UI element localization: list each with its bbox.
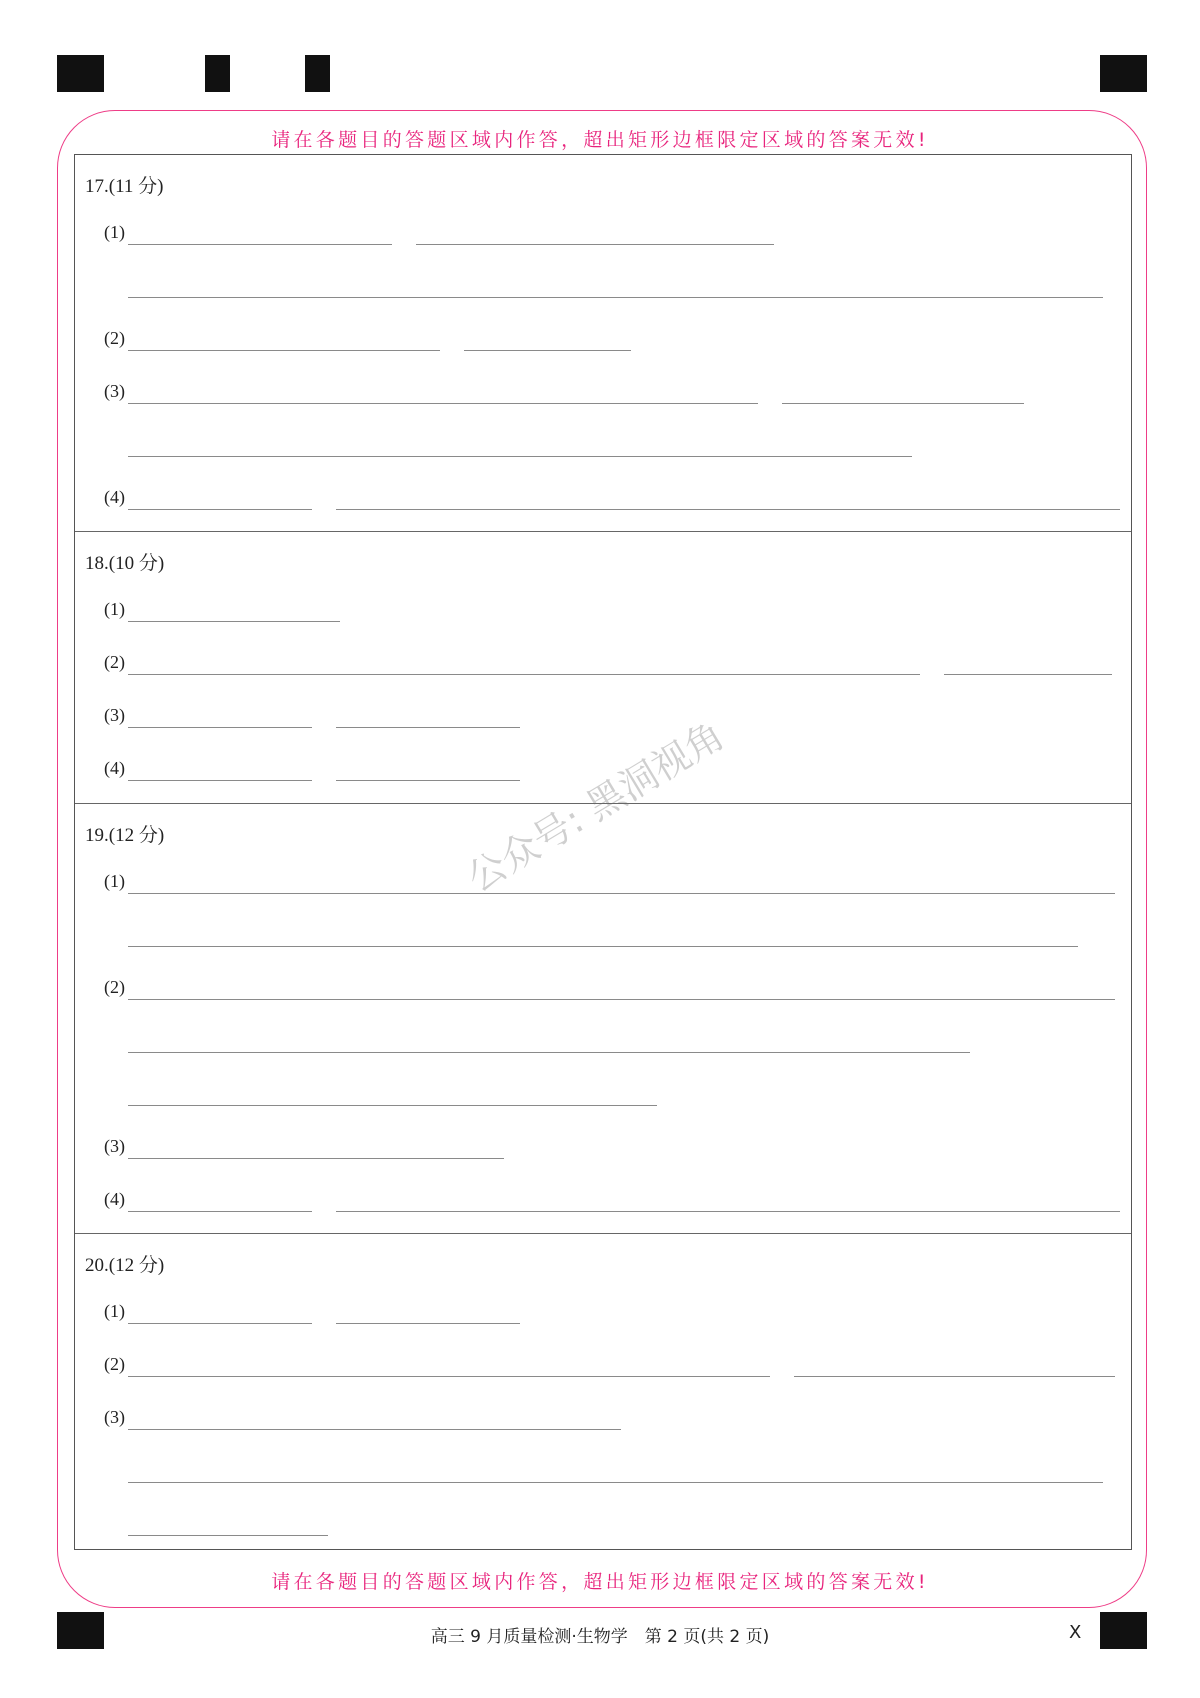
part-label: (2) (104, 652, 125, 672)
answer-blank[interactable] (128, 509, 312, 510)
part-label: (1) (104, 222, 125, 242)
question-title: 19.(12 分) (85, 825, 165, 846)
answer-row (75, 1407, 1131, 1435)
answer-blank[interactable] (128, 1158, 504, 1159)
registration-marker (205, 55, 230, 92)
answer-blank[interactable] (336, 509, 1120, 510)
answer-row (75, 1030, 1131, 1058)
answer-area (74, 154, 1132, 1550)
answer-row (75, 1136, 1131, 1164)
answer-blank[interactable] (128, 244, 392, 245)
answer-row (75, 599, 1131, 627)
part-label: (1) (104, 599, 125, 619)
answer-row (75, 381, 1131, 409)
answer-blank[interactable] (128, 297, 1103, 298)
page-footer: 高三 9 月质量检测·生物学 第 2 页(共 2 页) (430, 1627, 770, 1647)
part-label: (2) (104, 977, 125, 997)
part-label: (4) (104, 1189, 125, 1209)
question-17 (75, 155, 1131, 531)
answer-blank[interactable] (336, 1211, 1120, 1212)
answer-blank[interactable] (128, 674, 920, 675)
answer-row (75, 1460, 1131, 1488)
answer-blank[interactable] (128, 1482, 1103, 1483)
answer-blank[interactable] (128, 727, 312, 728)
answer-blank[interactable] (464, 350, 631, 351)
watermark: 公众号: 黑洞视角 (459, 712, 732, 901)
question-18 (75, 531, 1131, 803)
part-label: (1) (104, 1301, 125, 1321)
answer-row (75, 434, 1131, 462)
part-label: (3) (104, 705, 125, 725)
registration-marker (305, 55, 330, 92)
answer-blank[interactable] (336, 780, 520, 781)
answer-row (75, 924, 1131, 952)
answer-blank[interactable] (944, 674, 1112, 675)
answer-row (75, 328, 1131, 356)
answer-blank[interactable] (128, 1535, 328, 1536)
answer-blank[interactable] (128, 1323, 312, 1324)
answer-blank[interactable] (416, 244, 774, 245)
answer-row (75, 1354, 1131, 1382)
part-label: (3) (104, 1407, 125, 1427)
question-20 (75, 1233, 1131, 1551)
answer-row (75, 275, 1131, 303)
answer-blank[interactable] (128, 456, 912, 457)
part-label: (4) (104, 487, 125, 507)
bottom-warning: 请在各题目的答题区域内作答，超出矩形边框限定区域的答案无效! (271, 1571, 929, 1593)
answer-row (75, 871, 1131, 899)
answer-blank[interactable] (128, 946, 1078, 947)
part-label: (4) (104, 758, 125, 778)
answer-blank[interactable] (782, 403, 1024, 404)
question-title: 17.(11 分) (85, 176, 164, 197)
answer-row (75, 1189, 1131, 1217)
answer-blank[interactable] (128, 1105, 657, 1106)
answer-blank[interactable] (128, 999, 1115, 1000)
answer-row (75, 977, 1131, 1005)
answer-row (75, 222, 1131, 250)
answer-blank[interactable] (794, 1376, 1115, 1377)
part-label: (2) (104, 328, 125, 348)
answer-blank[interactable] (128, 1052, 970, 1053)
answer-row (75, 1083, 1131, 1111)
answer-blank[interactable] (128, 780, 312, 781)
answer-row (75, 705, 1131, 733)
top-warning: 请在各题目的答题区域内作答，超出矩形边框限定区域的答案无效! (271, 129, 929, 151)
question-19 (75, 803, 1131, 1233)
question-title: 20.(12 分) (85, 1255, 165, 1276)
answer-blank[interactable] (336, 727, 520, 728)
answer-blank[interactable] (128, 1429, 621, 1430)
part-label: (2) (104, 1354, 125, 1374)
answer-blank[interactable] (128, 350, 440, 351)
question-title: 18.(10 分) (85, 553, 165, 574)
answer-blank[interactable] (128, 893, 1115, 894)
version-letter: X (1069, 1622, 1082, 1643)
registration-marker (1100, 55, 1147, 92)
answer-row (75, 652, 1131, 680)
part-label: (3) (104, 381, 125, 401)
answer-blank[interactable] (128, 1376, 770, 1377)
registration-marker (57, 55, 104, 92)
answer-row (75, 1513, 1131, 1541)
answer-blank[interactable] (336, 1323, 520, 1324)
part-label: (3) (104, 1136, 125, 1156)
answer-blank[interactable] (128, 1211, 312, 1212)
answer-row (75, 487, 1131, 515)
answer-blank[interactable] (128, 621, 340, 622)
answer-row (75, 1301, 1131, 1329)
answer-blank[interactable] (128, 403, 758, 404)
part-label: (1) (104, 871, 125, 891)
